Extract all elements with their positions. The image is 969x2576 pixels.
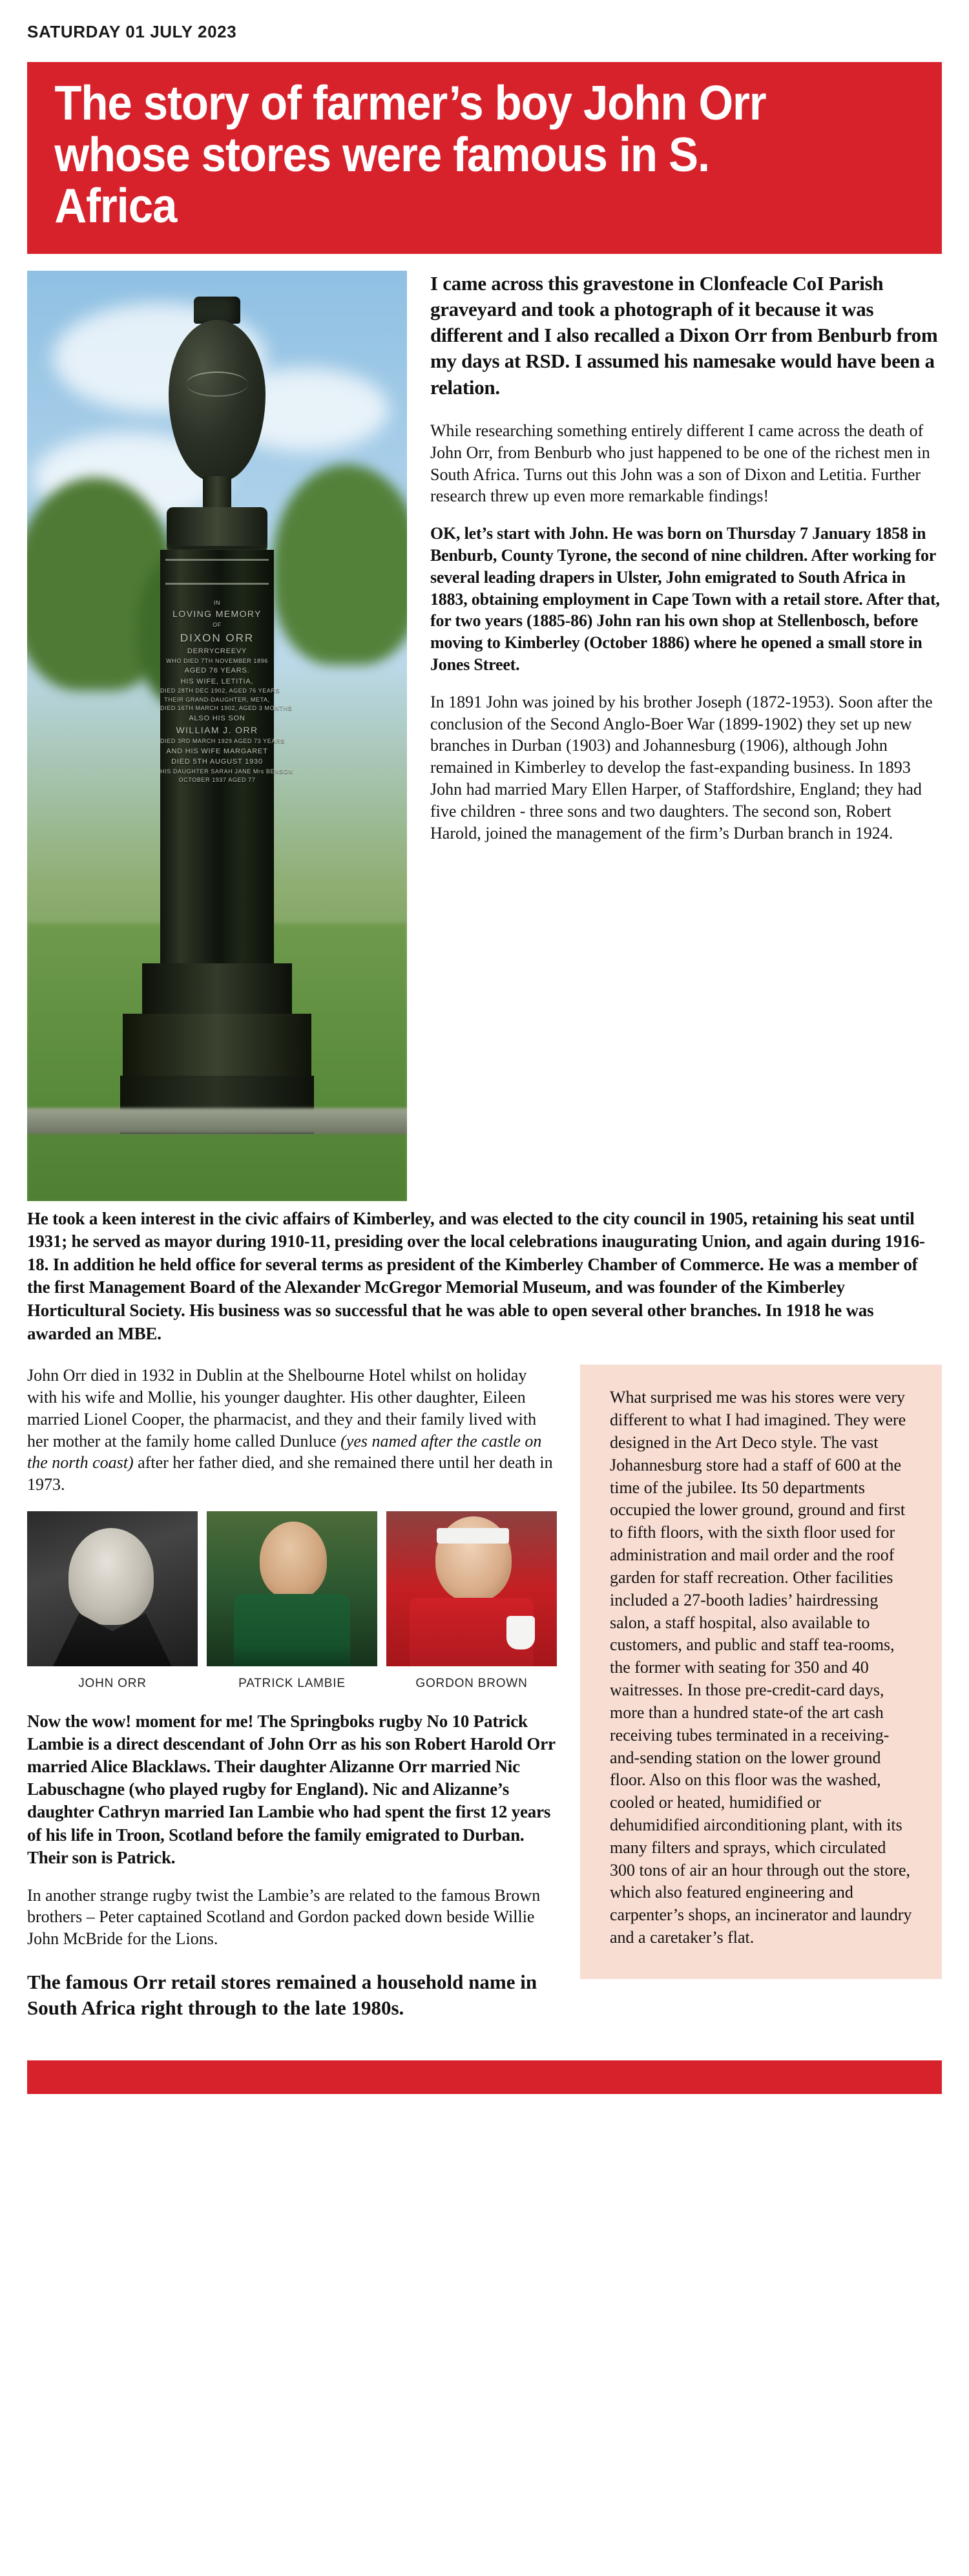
inscription-line: THEIR GRAND-DAUGHTER, META, xyxy=(164,696,270,703)
lions-badge-icon xyxy=(506,1616,535,1649)
monument-base-middle xyxy=(123,1014,311,1076)
inscription-line: DIED 5TH AUGUST 1930 xyxy=(171,758,263,766)
paragraph-death xyxy=(27,1365,558,1496)
dateline: SATURDAY 01 JULY 2023 xyxy=(27,22,237,41)
monument-base-upper xyxy=(142,963,292,1014)
paragraph-start-john: OK, let’s start with John. He was born on Thursday 7 January 1858 in Benburb, County Tyrone, the second of nine children. After working for several leading drapers in Ulster, John emigrated to South Africa in 1883, obtaining employment in Cape Town with a retail store. After that, for two years (1885-86) John ran his own shop at Stellenbosch, before moving to Kimberley (October 1886) where he opened a small store in Jones Street. xyxy=(430,524,940,674)
greek-key-band xyxy=(165,559,269,585)
monument-stem xyxy=(203,476,231,510)
portrait-strip xyxy=(27,1511,558,1691)
inscription-line: OCTOBER 1937 AGED 77 xyxy=(178,777,256,783)
inscription-line: OF xyxy=(213,622,222,628)
top-section xyxy=(27,271,942,1201)
paragraph-closing: The famous Orr retail stores remained a household name in South Africa right through to the late 1980s. xyxy=(27,1971,537,2020)
inscription-line: AND HIS WIFE MARGARET xyxy=(166,747,268,755)
gravestone-photo xyxy=(27,271,407,1201)
page-title: The story of farmer’s boy John Orr whose stores were famous in S. Africa xyxy=(54,76,766,233)
inscription-line: DIED 16TH MARCH 1902, AGED 3 MONTHS xyxy=(160,705,293,711)
footer-red-bar xyxy=(27,2060,942,2094)
paragraph-1891: In 1891 John was joined by his brother Joseph (1872-1953). Soon after the conclusion of the Second Anglo-Boer War (1899-1902) they set up new branches in Durban (1903) and Johannesburg (1906), although John remained in Kimberley to develop the fast-expanding business. In 1893 John had married Mary Ellen Harper, of Staffordshire, England; they had five children - three sons and two daughters. The second son, Robert Harold, joined the management of the firm’s Durban branch in 1924. xyxy=(430,692,933,843)
grave-kerb xyxy=(27,1108,407,1134)
portrait-image-john-orr xyxy=(27,1511,198,1666)
monument-capital xyxy=(167,507,267,546)
portrait-cell xyxy=(207,1511,377,1691)
headband-shape xyxy=(437,1528,509,1544)
monument xyxy=(120,297,314,1201)
inscription-line: HIS WIFE, LETITIA, xyxy=(180,677,254,686)
lead-column xyxy=(407,271,942,860)
inscription-line: WILLIAM J. ORR xyxy=(176,725,258,735)
sidebar-text: What surprised me was his stores were very different to what I had imagined. They were designed in the Art Deco style. The vast Johannesburg store had a staff of 600 at the time of the jubilee. Its 50 departments occupied the lower ground, ground and first to fifth floors, with the sixth floor used for administration and mail order and the roof garden for staff recreation. Other facilities included a 27-booth ladies’ hairdressing salon, a staff hospital, also available to customers, and public and staff tea-rooms, the former with seating for 350 and 40 waitresses. In those pre-credit-card days, more than a hundred state-of the art cash receiving tubes terminated in a receiving-and-sending station on the lower ground floor. Also on this floor was the washed, cooled or heated, humidified or dehumidified airconditioning plant, with its many filters and sprays, which circulated 300 tons of air an hour through out the store, which also featured engineering and carpenter’s shops, an incinerator and laundry and a caretaker’s flat. xyxy=(610,1388,912,1947)
monument-column xyxy=(160,550,293,963)
inscription-line: HIS DAUGHTER SARAH JANE Mrs BENSON xyxy=(160,768,293,775)
paragraph-civic-affairs: He took a keen interest in the civic affairs of Kimberley, and was elected to the city council in 1905, retaining his seat until 1931; he served as mayor during 1910-11, presiding over the local celebrations inaugurating Union, and again during 1916-18. In addition he held office for several terms as president of the Kimberley Chamber of Commerce. He was a member of the first Management Board of the Alexander McGregor Memorial Museum, and was founder of the Kimberley Horticultural Society. His business was so successful that he was able to open several other branches. In 1918 he was awarded an MBE. xyxy=(27,1208,925,1343)
footer-spacer xyxy=(0,2094,969,2133)
inscription-line: DIED 28TH DEC 1902, AGED 76 YEARS xyxy=(160,687,280,694)
death-text-a: John Orr died in 1932 in Dublin at the Shelbourne Hotel whilst on holiday with his wife and Mollie, his younger daughter. His other daughter, Eileen married Lionel Cooper, the pharmacist, and they and their family lived with her mother at the family home called Dunluce xyxy=(27,1366,537,1450)
gravestone-inscription xyxy=(160,599,293,785)
lede-paragraph: I came across this gravestone in Clonfeacle CoI Parish graveyard and took a photograph of it because it was different and I also recalled a Dixon Orr from Benburb from my days at RSD. I assumed his namesake would have been a relation. xyxy=(430,271,938,399)
death-text-italic: (yes named after the castle on the north coast) xyxy=(27,1431,542,1472)
inscription-line: ALSO HIS SON xyxy=(189,714,245,722)
inscription-line: LOVING MEMORY xyxy=(172,609,262,619)
paragraph-wow-moment: Now the wow! moment for me! The Springboks rugby No 10 Patrick Lambie is a direct descendant of John Orr as his son Robert Harold Orr married Alice Blacklaws. Their daughter Alizanne Orr married Nic Labuschagne (who played rugby for England). Nic and Alizanne’s daughter Cathryn married Ian Lambie who had spent the first 12 years of his life in Troon, Scotland before the family emigrated to Durban. Their son is Patrick. xyxy=(27,1712,556,1867)
inscription-line: DIXON ORR xyxy=(180,631,255,644)
paragraph-research: While researching something entirely different I came across the death of John Orr, from Benburb who just happened to be one of the richest men in South Africa. Turns out this John was a son of Dixon and Letitia. Further research threw up even more remarkable findings! xyxy=(430,421,930,506)
headline-banner xyxy=(27,62,942,254)
portrait-caption: GORDON BROWN xyxy=(415,1677,528,1691)
portrait-cell xyxy=(27,1511,198,1691)
portrait-cell xyxy=(386,1511,557,1691)
sidebar-box xyxy=(580,1365,942,1979)
lower-right-column xyxy=(580,1365,942,1979)
inscription-line: IN xyxy=(213,599,221,606)
inscription-line: DERRYCREEVY xyxy=(187,647,247,655)
lower-section xyxy=(27,1365,942,2021)
inscription-line: DIED 3RD MARCH 1929 AGED 73 YEARS xyxy=(160,738,285,744)
portrait-image-gordon-brown xyxy=(386,1511,557,1666)
portrait-caption: JOHN ORR xyxy=(78,1677,147,1691)
inscription-line: WHO DIED 7TH NOVEMBER 1896 xyxy=(166,657,268,664)
portrait-image-patrick-lambie xyxy=(207,1511,377,1666)
inscription-line: AGED 76 YEARS. xyxy=(184,667,250,675)
lower-left-column xyxy=(27,1365,558,2021)
portrait-caption: PATRICK LAMBIE xyxy=(238,1677,346,1691)
paragraph-rugby-twist: In another strange rugby twist the Lambie’s are related to the famous Brown brothers – Peter captained Scotland and Gordon packed down beside Willie John McBride for the Lions. xyxy=(27,1885,541,1949)
death-text-b: after her father died, and she remained there until her death in 1973. xyxy=(27,1453,553,1494)
monument-urn xyxy=(169,320,266,481)
